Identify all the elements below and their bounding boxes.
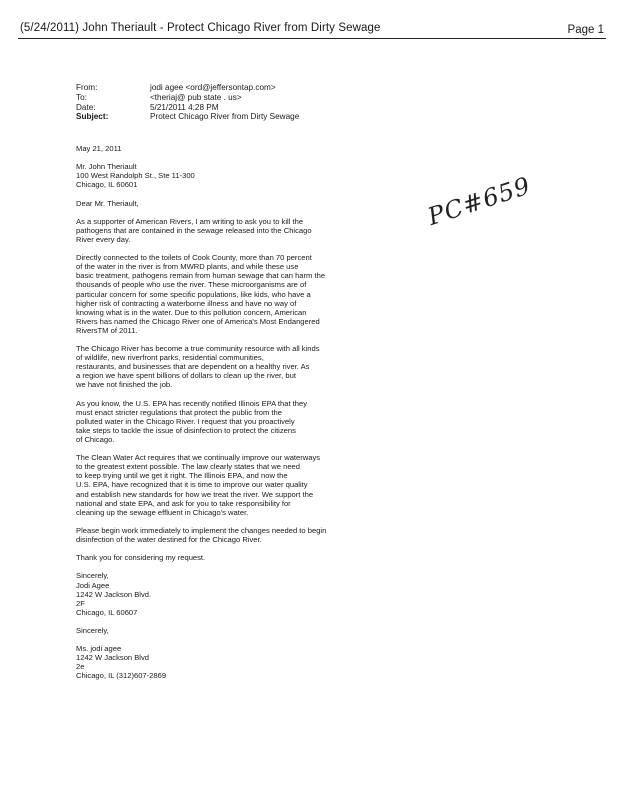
meta-label: Date: xyxy=(76,102,96,112)
body-line: 100 West Randolph St., Ste 11-300 xyxy=(76,171,195,181)
body-line: Chicago, IL 60601 xyxy=(76,180,138,190)
body-line: disinfection of the water destined for the Chicago River. xyxy=(76,535,262,545)
meta-row xyxy=(76,93,299,103)
blank-line xyxy=(76,444,351,453)
body-line: 2e xyxy=(76,662,85,672)
handwritten-annotation: PC#659 xyxy=(424,171,535,231)
blank-line xyxy=(76,208,351,217)
body-line: RiversTM of 2011. xyxy=(76,325,138,335)
body-line: polluted water in the Chicago River. I request that you proactively xyxy=(76,416,295,426)
meta-row xyxy=(76,103,299,113)
body-line: and establish new standards for how we treat the river. We support the xyxy=(76,489,314,499)
body-line: Sincerely, xyxy=(76,625,109,635)
meta-value: jodi agee <ord@jeffersontap.com> xyxy=(150,83,276,92)
blank-line xyxy=(76,189,351,198)
body-line: a region we have spent billions of dollars to clean up the river, but xyxy=(76,371,296,381)
meta-label: To: xyxy=(76,92,87,102)
meta-label: From: xyxy=(76,83,98,92)
body-line: to keep trying until we get it right. The Illinois EPA, and now the xyxy=(76,471,288,481)
body-line: of Chicago. xyxy=(76,435,115,444)
body-line: 2F xyxy=(76,598,85,608)
body-line: As you know, the U.S. EPA has recently notified Illinois EPA that they xyxy=(76,398,308,408)
email-metadata xyxy=(76,83,299,122)
body-line: must enact stricter regulations that protect the public from the xyxy=(76,407,282,417)
body-line: we have not finished the job. xyxy=(76,380,173,390)
meta-label: Subject: xyxy=(76,112,109,122)
body-line: knowing what is in the water. Due to this pollution concern, American xyxy=(76,307,307,317)
blank-line xyxy=(76,390,351,399)
body-line: River every day. xyxy=(76,234,131,244)
body-line: The Chicago River has become a true community resource with all kinds xyxy=(76,344,320,354)
body-line: restaurants, and businesses that are dependent on a healthy river. As xyxy=(76,362,310,372)
body-line: take steps to tackle the issue of disinfection to protect the citizens xyxy=(76,425,296,435)
meta-value: <theriaj@ pub state . us> xyxy=(150,92,242,102)
body-line: Mr. John Theriault xyxy=(76,162,137,172)
body-line: As a supporter of American Rivers, I am writing to ask you to kill the xyxy=(76,216,304,226)
body-line: of wildlife, new riverfront parks, residential communities, xyxy=(76,353,264,363)
body-line: to the greatest extent possible. The law clearly states that we need xyxy=(76,462,301,472)
page-number: Page 1 xyxy=(567,24,604,36)
body-line: basic treatment, pathogens remain from human sewage that can harm the xyxy=(76,271,326,281)
email-title: (5/24/2011) John Theriault - Protect Chicago River from Dirty Sewage xyxy=(20,22,381,34)
body-line: Chicago, IL (312)607-2869 xyxy=(76,671,167,681)
body-line: May 21, 2011 xyxy=(76,144,122,153)
body-line: of the water in the river is from MWRD plants, and while these use xyxy=(76,262,299,272)
body-line: Directly connected to the toilets of Cook County, more than 70 percent xyxy=(76,253,312,263)
body-line: higher risk of contracting a waterborne illness and have no way of xyxy=(76,298,297,308)
blank-line xyxy=(76,562,351,571)
email-body xyxy=(76,144,351,681)
body-line: Thank you for considering my request. xyxy=(76,553,206,563)
meta-value: Protect Chicago River from Dirty Sewage xyxy=(150,112,300,122)
blank-line xyxy=(76,544,351,553)
meta-value: 5/21/2011 4:28 PM xyxy=(150,102,219,112)
blank-line xyxy=(76,517,351,526)
blank-line xyxy=(76,617,351,626)
body-line: Dear Mr. Theriault, xyxy=(76,198,139,208)
body-line: Chicago, IL 60607 xyxy=(76,607,138,617)
body-line: 1242 W Jackson Blvd. xyxy=(76,589,152,599)
body-line: thousands of people who use the river. These microorganisms are of xyxy=(76,280,307,290)
body-line: cleaning up the sewage effluent in Chicago's water. xyxy=(76,507,249,517)
body-line: particular concern for some specific populations, like kids, who have a xyxy=(76,289,311,299)
body-line: Jodi Agee xyxy=(76,580,110,590)
meta-row xyxy=(76,83,299,93)
meta-row xyxy=(76,112,299,122)
body-line: Ms. jodi agee xyxy=(76,644,122,654)
body-line: 1242 W Jackson Blvd xyxy=(76,653,150,663)
blank-line xyxy=(76,335,351,344)
body-line: Sincerely, xyxy=(76,571,109,581)
body-line: Please begin work immediately to implement the changes needed to begin xyxy=(76,525,327,535)
blank-line xyxy=(76,635,351,644)
body-line: U.S. EPA, have recognized that it is time to improve our water quality xyxy=(76,480,308,490)
body-line: The Clean Water Act requires that we continually improve our waterways xyxy=(76,453,321,463)
blank-line xyxy=(76,153,351,162)
body-line: national and state EPA, and ask for you to take responsibility for xyxy=(76,498,291,508)
blank-line xyxy=(76,244,351,253)
body-line: pathogens that are contained in the sewage released into the Chicago xyxy=(76,225,312,235)
body-line: Rivers has named the Chicago River one of America's Most Endangered xyxy=(76,316,320,326)
page-header xyxy=(18,22,606,39)
